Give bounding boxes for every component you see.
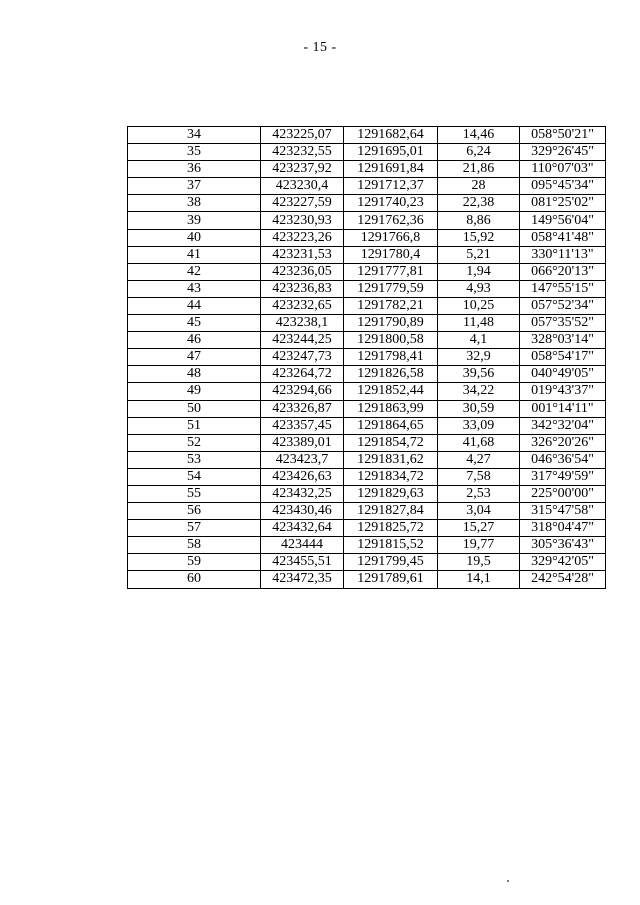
bearing-cell: 305°36'43" [520,537,606,554]
point-number-cell: 38 [128,195,261,212]
x-coordinate-cell: 423423,7 [261,451,344,468]
bearing-cell: 342°32'04" [520,417,606,434]
bearing-cell: 317°49'59" [520,468,606,485]
bearing-cell: 330°11'13" [520,246,606,263]
x-coordinate-cell: 423455,51 [261,554,344,571]
bearing-cell: 329°42'05" [520,554,606,571]
x-coordinate-cell: 423231,53 [261,246,344,263]
point-number-cell: 48 [128,366,261,383]
point-number-cell: 52 [128,434,261,451]
y-coordinate-cell: 1291777,81 [344,263,438,280]
distance-cell: 15,92 [438,229,520,246]
x-coordinate-cell: 423236,83 [261,280,344,297]
point-number-cell: 54 [128,468,261,485]
distance-cell: 8,86 [438,212,520,229]
point-number-cell: 55 [128,485,261,502]
table-row [128,571,606,588]
point-number-cell: 58 [128,537,261,554]
x-coordinate-cell: 423264,72 [261,366,344,383]
distance-cell: 33,09 [438,417,520,434]
point-number-cell: 57 [128,520,261,537]
bearing-cell: 057°35'52" [520,315,606,332]
table-row [128,332,606,349]
distance-cell: 14,1 [438,571,520,588]
distance-cell: 4,27 [438,451,520,468]
y-coordinate-cell: 1291779,59 [344,280,438,297]
x-coordinate-cell: 423223,26 [261,229,344,246]
bearing-cell: 040°49'05" [520,366,606,383]
x-coordinate-cell: 423389,01 [261,434,344,451]
point-number-cell: 39 [128,212,261,229]
x-coordinate-cell: 423426,63 [261,468,344,485]
x-coordinate-cell: 423227,59 [261,195,344,212]
coordinates-table-body [128,127,606,589]
bearing-cell: 058°41'48" [520,229,606,246]
distance-cell: 3,04 [438,503,520,520]
y-coordinate-cell: 1291712,37 [344,178,438,195]
table-row [128,349,606,366]
x-coordinate-cell: 423232,55 [261,144,344,161]
y-coordinate-cell: 1291852,44 [344,383,438,400]
bearing-cell: 315°47'58" [520,503,606,520]
x-coordinate-cell: 423237,92 [261,161,344,178]
bearing-cell: 242°54'28" [520,571,606,588]
distance-cell: 10,25 [438,297,520,314]
point-number-cell: 59 [128,554,261,571]
table-row [128,417,606,434]
bearing-cell: 057°52'34" [520,297,606,314]
x-coordinate-cell: 423432,64 [261,520,344,537]
x-coordinate-cell: 423432,25 [261,485,344,502]
point-number-cell: 51 [128,417,261,434]
y-coordinate-cell: 1291854,72 [344,434,438,451]
distance-cell: 41,68 [438,434,520,451]
table-row [128,195,606,212]
bearing-cell: 328°03'14" [520,332,606,349]
scan-speck [507,880,509,882]
x-coordinate-cell: 423232,65 [261,297,344,314]
bearing-cell: 149°56'04" [520,212,606,229]
bearing-cell: 081°25'02" [520,195,606,212]
y-coordinate-cell: 1291825,72 [344,520,438,537]
y-coordinate-cell: 1291691,84 [344,161,438,178]
distance-cell: 39,56 [438,366,520,383]
distance-cell: 22,38 [438,195,520,212]
table-row [128,229,606,246]
table-row [128,451,606,468]
distance-cell: 7,58 [438,468,520,485]
table-row [128,161,606,178]
bearing-cell: 095°45'34" [520,178,606,195]
point-number-cell: 40 [128,229,261,246]
distance-cell: 2,53 [438,485,520,502]
y-coordinate-cell: 1291799,45 [344,554,438,571]
table-row [128,127,606,144]
point-number-cell: 37 [128,178,261,195]
point-number-cell: 60 [128,571,261,588]
y-coordinate-cell: 1291826,58 [344,366,438,383]
table-row [128,212,606,229]
y-coordinate-cell: 1291863,99 [344,400,438,417]
distance-cell: 34,22 [438,383,520,400]
table-row [128,468,606,485]
distance-cell: 5,21 [438,246,520,263]
y-coordinate-cell: 1291815,52 [344,537,438,554]
y-coordinate-cell: 1291798,41 [344,349,438,366]
distance-cell: 1,94 [438,263,520,280]
x-coordinate-cell: 423357,45 [261,417,344,434]
point-number-cell: 53 [128,451,261,468]
x-coordinate-cell: 423294,66 [261,383,344,400]
x-coordinate-cell: 423225,07 [261,127,344,144]
y-coordinate-cell: 1291831,62 [344,451,438,468]
distance-cell: 28 [438,178,520,195]
x-coordinate-cell: 423244,25 [261,332,344,349]
y-coordinate-cell: 1291682,64 [344,127,438,144]
x-coordinate-cell: 423444 [261,537,344,554]
table-row [128,366,606,383]
distance-cell: 19,77 [438,537,520,554]
x-coordinate-cell: 423247,73 [261,349,344,366]
bearing-cell: 326°20'26" [520,434,606,451]
table-row [128,537,606,554]
point-number-cell: 41 [128,246,261,263]
bearing-cell: 019°43'37" [520,383,606,400]
y-coordinate-cell: 1291780,4 [344,246,438,263]
point-number-cell: 34 [128,127,261,144]
table-row [128,297,606,314]
table-row [128,520,606,537]
x-coordinate-cell: 423472,35 [261,571,344,588]
y-coordinate-cell: 1291829,63 [344,485,438,502]
x-coordinate-cell: 423326,87 [261,400,344,417]
point-number-cell: 45 [128,315,261,332]
bearing-cell: 318°04'47" [520,520,606,537]
bearing-cell: 001°14'11" [520,400,606,417]
bearing-cell: 066°20'13" [520,263,606,280]
coordinates-table [127,126,606,589]
point-number-cell: 50 [128,400,261,417]
page-number: - 15 - [303,40,337,55]
y-coordinate-cell: 1291790,89 [344,315,438,332]
y-coordinate-cell: 1291827,84 [344,503,438,520]
table-row [128,503,606,520]
table-row [128,434,606,451]
bearing-cell: 046°36'54" [520,451,606,468]
bearing-cell: 110°07'03" [520,161,606,178]
distance-cell: 32,9 [438,349,520,366]
distance-cell: 15,27 [438,520,520,537]
point-number-cell: 36 [128,161,261,178]
point-number-cell: 46 [128,332,261,349]
x-coordinate-cell: 423238,1 [261,315,344,332]
distance-cell: 4,93 [438,280,520,297]
point-number-cell: 44 [128,297,261,314]
y-coordinate-cell: 1291695,01 [344,144,438,161]
distance-cell: 4,1 [438,332,520,349]
table-row [128,383,606,400]
table-row [128,485,606,502]
point-number-cell: 43 [128,280,261,297]
bearing-cell: 058°50'21" [520,127,606,144]
y-coordinate-cell: 1291834,72 [344,468,438,485]
table-row [128,400,606,417]
distance-cell: 6,24 [438,144,520,161]
y-coordinate-cell: 1291864,65 [344,417,438,434]
table-row [128,246,606,263]
x-coordinate-cell: 423430,46 [261,503,344,520]
table-row [128,178,606,195]
bearing-cell: 329°26'45" [520,144,606,161]
bearing-cell: 147°55'15" [520,280,606,297]
point-number-cell: 35 [128,144,261,161]
distance-cell: 14,46 [438,127,520,144]
table-row [128,144,606,161]
y-coordinate-cell: 1291740,23 [344,195,438,212]
distance-cell: 19,5 [438,554,520,571]
point-number-cell: 49 [128,383,261,400]
table-row [128,554,606,571]
table-row [128,280,606,297]
x-coordinate-cell: 423230,4 [261,178,344,195]
y-coordinate-cell: 1291782,21 [344,297,438,314]
table-row [128,315,606,332]
distance-cell: 30,59 [438,400,520,417]
bearing-cell: 058°54'17" [520,349,606,366]
y-coordinate-cell: 1291800,58 [344,332,438,349]
bearing-cell: 225°00'00" [520,485,606,502]
point-number-cell: 47 [128,349,261,366]
distance-cell: 11,48 [438,315,520,332]
y-coordinate-cell: 1291789,61 [344,571,438,588]
point-number-cell: 42 [128,263,261,280]
x-coordinate-cell: 423236,05 [261,263,344,280]
table-row [128,263,606,280]
point-number-cell: 56 [128,503,261,520]
y-coordinate-cell: 1291762,36 [344,212,438,229]
distance-cell: 21,86 [438,161,520,178]
x-coordinate-cell: 423230,93 [261,212,344,229]
y-coordinate-cell: 1291766,8 [344,229,438,246]
